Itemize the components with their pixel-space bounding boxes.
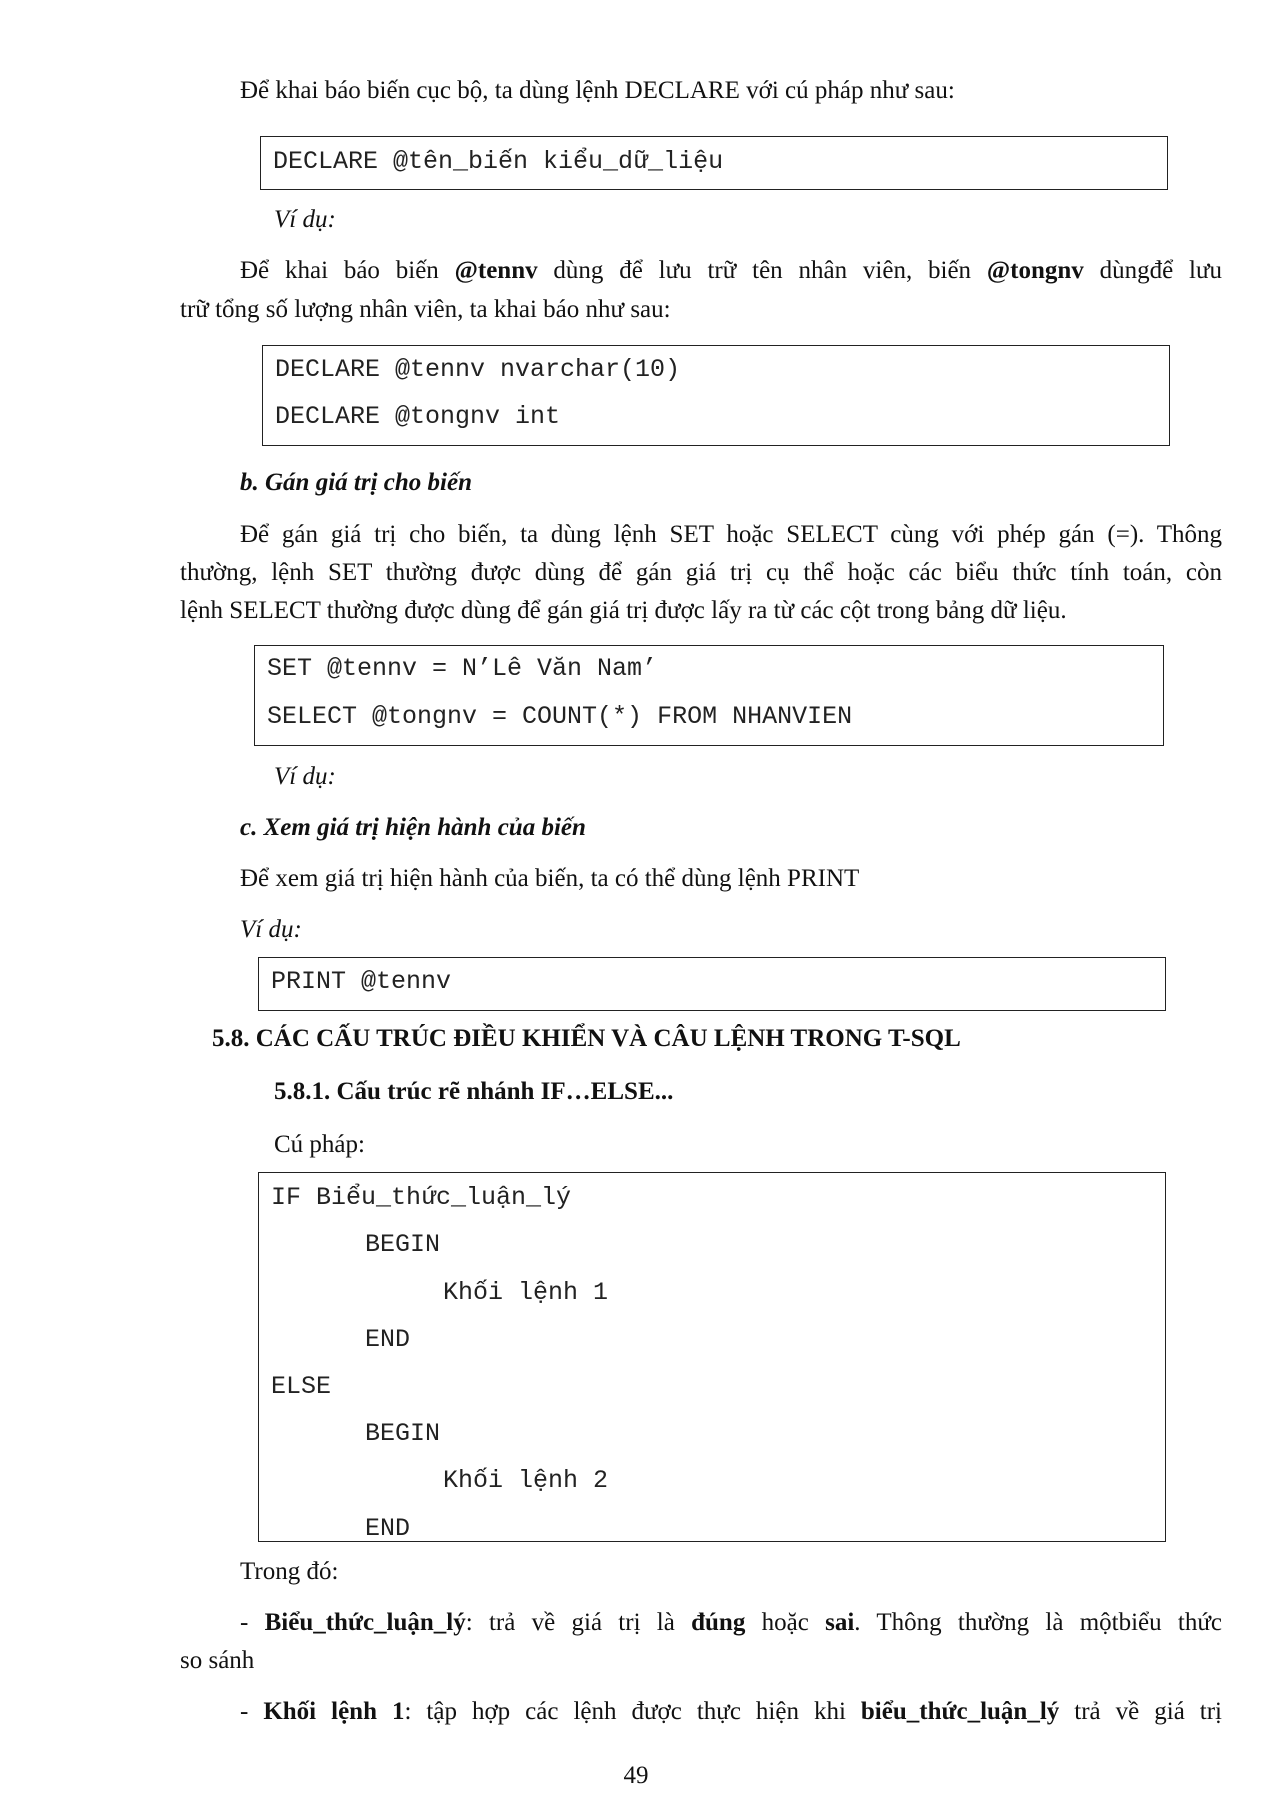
example-label: Ví dụ: bbox=[274, 763, 336, 790]
code-line: BEGIN bbox=[365, 1230, 441, 1259]
assign-paragraph-line1: Để gán giá trị cho biến, ta dùng lệnh SET hoặc SELECT cùng với phép gán (=). Thông bbox=[240, 521, 1222, 548]
code-line: PRINT @tennv bbox=[271, 967, 452, 996]
print-code-box bbox=[258, 957, 1166, 1011]
code-line: END bbox=[365, 1514, 411, 1543]
code-line: BEGIN bbox=[365, 1419, 441, 1448]
print-paragraph: Để xem giá trị hiện hành của biến, ta có thể dùng lệnh PRINT bbox=[240, 865, 860, 892]
example-label: Ví dụ: bbox=[240, 916, 302, 943]
code-line: DECLARE @tên_biến kiểu_dữ_liệu bbox=[273, 147, 724, 176]
code-line: Khối lệnh 1 bbox=[443, 1278, 609, 1307]
example-label: Ví dụ: bbox=[274, 206, 336, 233]
example-description-line1: Để khai báo biến @tennv dùng để lưu trữ tên nhân viên, biến @tongnv dùngđể lưu bbox=[240, 257, 1222, 284]
declare-example-box bbox=[262, 345, 1170, 446]
code-line: DECLARE @tennv nvarchar(10) bbox=[275, 355, 681, 384]
page-number: 49 bbox=[623, 1762, 649, 1789]
declare-syntax-box bbox=[260, 136, 1168, 190]
subsection-heading-5-8-1: 5.8.1. Cấu trúc rẽ nhánh IF…ELSE... bbox=[274, 1078, 674, 1105]
heading-assign-value: b. Gán giá trị cho biến bbox=[240, 469, 472, 496]
example-description-line2: trữ tổng số lượng nhân viên, ta khai báo như sau: bbox=[180, 296, 671, 323]
assign-code-box bbox=[254, 645, 1164, 746]
bullet-logical-expression: - Biểu_thức_luận_lý: trả về giá trị là đúng hoặc sai. Thông thường là mộtbiểu thức bbox=[240, 1609, 1223, 1636]
assign-paragraph-line2: thường, lệnh SET thường được dùng để gán giá trị cụ thể hoặc các biểu thức tính toán, còn bbox=[180, 559, 1222, 586]
bullet-block-1: - Khối lệnh 1: tập hợp các lệnh được thực hiện khi biểu_thức_luận_lý trả về giá trị bbox=[240, 1698, 1222, 1725]
heading-view-value: c. Xem giá trị hiện hành của biến bbox=[240, 814, 586, 841]
code-line: SET @tennv = N’Lê Văn Nam’ bbox=[267, 654, 658, 683]
section-heading-5-8: 5.8. CÁC CẤU TRÚC ĐIỀU KHIỂN VÀ CÂU LỆNH TRONG T-SQL bbox=[212, 1025, 961, 1052]
where-label: Trong đó: bbox=[240, 1558, 339, 1585]
syntax-label: Cú pháp: bbox=[274, 1131, 365, 1158]
code-line: END bbox=[365, 1325, 411, 1354]
code-line: Khối lệnh 2 bbox=[443, 1466, 609, 1495]
code-line: IF Biểu_thức_luận_lý bbox=[271, 1183, 572, 1212]
code-line: DECLARE @tongnv int bbox=[275, 402, 561, 431]
declare-intro: Để khai báo biến cục bộ, ta dùng lệnh DECLARE với cú pháp như sau: bbox=[240, 77, 955, 104]
bullet-logical-expression-cont: so sánh bbox=[180, 1647, 255, 1674]
code-line: ELSE bbox=[271, 1372, 332, 1401]
assign-paragraph-line3: lệnh SELECT thường được dùng để gán giá trị được lấy ra từ các cột trong bảng dữ liệu. bbox=[180, 597, 1067, 624]
code-line: SELECT @tongnv = COUNT(*) FROM NHANVIEN bbox=[267, 702, 853, 731]
if-else-code-box bbox=[258, 1172, 1166, 1542]
